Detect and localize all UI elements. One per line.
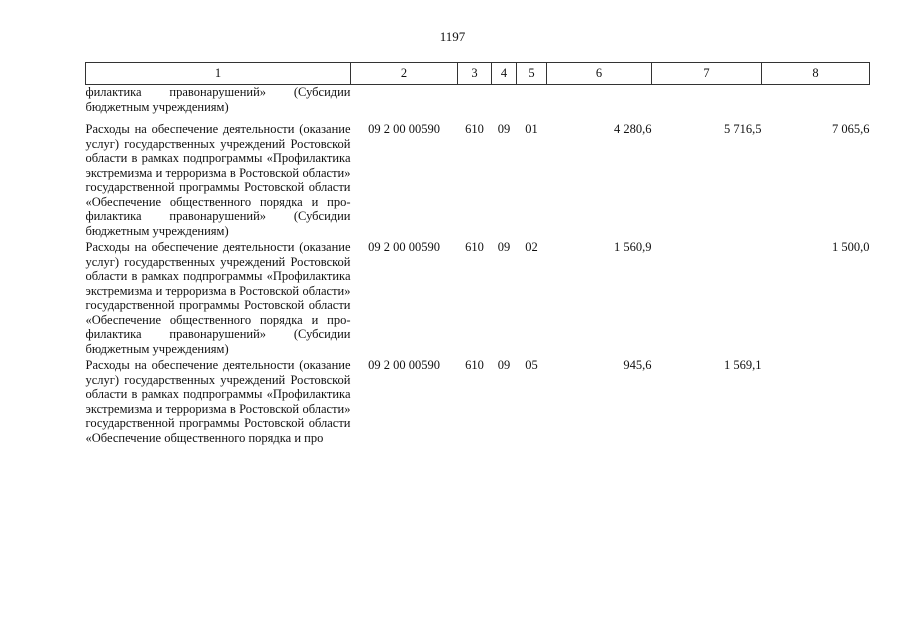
- section-cell: 09: [497, 358, 511, 372]
- row-description: [86, 238, 351, 356]
- expense-type-cell: 610: [465, 122, 484, 136]
- section-cell: 09: [497, 240, 511, 254]
- table-row: [86, 238, 870, 356]
- row-description: [86, 120, 351, 238]
- budget-table: [85, 62, 870, 445]
- column-header-8: 8: [762, 63, 870, 85]
- target-article-cell: 09 2 00 00590: [368, 240, 440, 254]
- column-header-1: 1: [86, 63, 351, 85]
- subsection-cell: 01: [525, 122, 538, 136]
- row-description-text: Расходы на обеспечение деятельности (оказание услуг) государственных учреждений Ростовской области в рамках подпрограммы «Профилактика экстремизма и терроризма в Ростовской области» государственной программы Ростовской области «Обеспечение общественного порядка и профилактика правонарушений» (Субсидии бюджетным учреждениям): [85, 240, 351, 356]
- expense-type-cell: 610: [465, 240, 484, 254]
- amount-2-cell: 1 569,1: [724, 358, 762, 372]
- row-description: [86, 85, 351, 121]
- amount-1-cell: 945,6: [623, 358, 652, 372]
- amount-2-cell: 5 716,5: [724, 122, 762, 136]
- column-header-5: 5: [517, 63, 547, 85]
- amount-1-cell: 4 280,6: [614, 122, 652, 136]
- column-header-2: 2: [351, 63, 458, 85]
- amount-3-cell: [762, 356, 870, 445]
- expense-type-cell: 610: [465, 358, 484, 372]
- target-article-cell: 09 2 00 00590: [368, 358, 440, 372]
- target-article-cell: 09 2 00 00590: [368, 122, 440, 136]
- amount-2-cell: [652, 238, 762, 356]
- table-row-continued: [86, 85, 870, 121]
- column-header-4: 4: [492, 63, 517, 85]
- row-description-text: Расходы на обеспечение деятельности (оказание услуг) государственных учреждений Ростовской области в рамках подпрограммы «Профилактика экстремизма и терроризма в Ростовской области» государственной программы Ростовской области «Обеспечение общественного порядка и про: [85, 358, 351, 445]
- table-row: [86, 120, 870, 238]
- row-description-text: Расходы на обеспечение деятельности (оказание услуг) государственных учреждений Ростовской области в рамках подпрограммы «Профилактика экстремизма и терроризма в Ростовской области» государственной программы Ростовской области «Обеспечение общественного порядка и профилактика правонарушений» (Субсидии бюджетным учреждениям): [85, 122, 351, 238]
- row-description: [86, 356, 351, 445]
- row-description-text: филактика правонарушений» (Субсидии бюджетным учреждениям): [85, 85, 351, 114]
- column-header-7: 7: [652, 63, 762, 85]
- table-header-row: [86, 63, 870, 85]
- amount-3-cell: 7 065,6: [832, 122, 870, 136]
- page-number: 1197: [439, 29, 466, 44]
- subsection-cell: 02: [525, 240, 538, 254]
- amount-1-cell: 1 560,9: [614, 240, 652, 254]
- section-cell: 09: [497, 122, 511, 136]
- amount-3-cell: 1 500,0: [832, 240, 870, 254]
- column-header-6: 6: [547, 63, 652, 85]
- subsection-cell: 05: [525, 358, 538, 372]
- column-header-3: 3: [458, 63, 492, 85]
- table-row: [86, 356, 870, 445]
